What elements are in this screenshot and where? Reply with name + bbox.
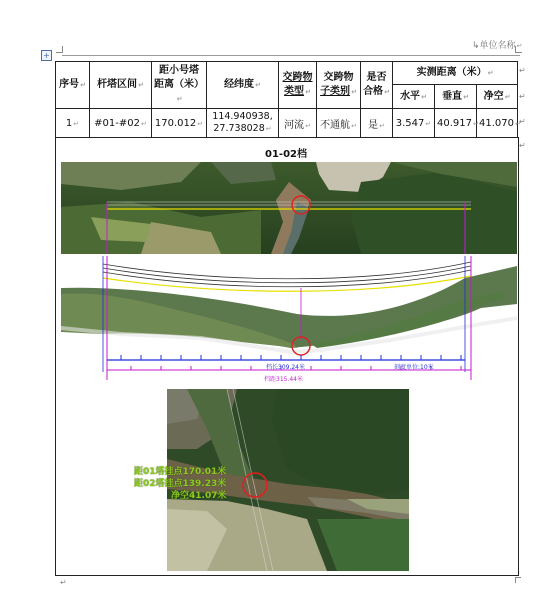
header-coords: 经纬度↵ xyxy=(207,62,279,109)
margin-corner-mark xyxy=(56,46,63,53)
row-end-mark: ↵ xyxy=(519,117,526,126)
cell-horizontal: 3.547↵ xyxy=(393,109,435,138)
row-end-mark: ↵ xyxy=(519,92,526,101)
cell-seq: 1↵ xyxy=(56,109,90,138)
cell-distance: 170.012↵ xyxy=(152,109,207,138)
header-vertical: 垂直↵ xyxy=(435,85,477,109)
margin-corner-mark xyxy=(515,46,522,53)
header-crossing-type: 交跨物 类型↵ xyxy=(279,62,317,109)
header-segment: 杆塔区间↵ xyxy=(90,62,152,109)
cell-crossing-type: 河流↵ xyxy=(279,109,317,138)
crossing-spec-table xyxy=(55,61,521,138)
cell-vertical: 40.917↵ xyxy=(435,109,477,138)
row-end-mark: ↵ xyxy=(519,141,526,150)
span-distance-label: 档距315.44米 xyxy=(264,376,303,383)
span-length-label: 档长309.24米 xyxy=(266,364,305,371)
header-crossing-sub: 交跨物 子类别↵ xyxy=(317,62,361,109)
cell-coords: 114.940938, 27.738028↵ xyxy=(207,109,279,138)
closeup-annotation-2: 距02塔挂点139.23米 xyxy=(134,479,227,489)
closeup-annotation-1: 距01塔挂点170.01米 xyxy=(134,467,227,477)
cell-segment: #01-#02↵ xyxy=(90,109,152,138)
scale-unit-label: 刻度单位:10米 xyxy=(394,364,434,371)
aerial-topview-image xyxy=(61,162,517,254)
closeup-annotation-3: 净空41.07米 xyxy=(171,491,227,501)
header-clearance: 净空↵ xyxy=(477,85,518,109)
header-distance: 距小号塔 距离（米）↵ xyxy=(152,62,207,109)
cell-clearance: 41.070↵ xyxy=(477,109,518,138)
paragraph-end-mark: ↵ xyxy=(60,578,67,587)
row-end-mark: ↵ xyxy=(519,66,526,75)
header-measured: 实测距离（米）↵ xyxy=(393,62,518,85)
figure-title: 01-02档 xyxy=(265,149,307,160)
margin-corner-mark xyxy=(515,577,521,583)
header-company-name: ↳单位名称↵ xyxy=(472,41,523,51)
header-divider xyxy=(62,55,520,56)
header-seq: 序号↵ xyxy=(56,62,90,109)
cell-crossing-sub: 不通航↵ xyxy=(317,109,361,138)
header-horizontal: 水平↵ xyxy=(393,85,435,109)
header-pass: 是否 合格↵ xyxy=(361,62,393,109)
table-move-handle-icon[interactable]: + xyxy=(41,50,52,61)
cell-pass: 是↵ xyxy=(361,109,393,138)
